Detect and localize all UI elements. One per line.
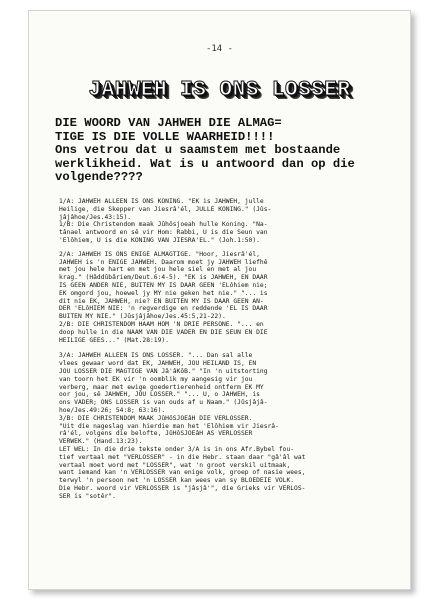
- text-line: vlees gewaar word dat EK, JAHWEH, JOU HEILAND IS, EN: [59, 360, 257, 368]
- text-line: SER is "sotêr".: [59, 492, 116, 500]
- text-line: IS GEEN ANDER NIE, BUITEN MY IS DAAR GEEN 'ELôhiem nie;: [59, 281, 268, 289]
- text-line: "Uit die nageslag van hierdie man het 'Elôhiem vir Jiesrâ-: [59, 422, 279, 430]
- text-line: Heilige, die Skepper van Jiesrâ'él, JULLE KONING." (Jûs-: [59, 205, 272, 213]
- text-line: doop hulle in die NAAM VAN DIE VADER EN DIE SEUN EN DIE: [59, 328, 268, 336]
- text-line: terwyl 'n persoon net 'n LOSSER kan wees van sy BLOEDEIE VOLK.: [59, 477, 295, 485]
- text-line: 1/B: Die Christendom maak Jûhôsjoeah hulle Koning. "Na-: [59, 221, 268, 229]
- text-line: râ'él, volgens die belofte, JûHôSJOEâH AS VERLOSSER: [59, 430, 253, 438]
- text-line: VERWEK." (Hand.13:23).: [59, 438, 143, 446]
- text-line: 3/A: JAHWEH ALLEEN IS ONS LOSSER. "... Dan sal alle: [59, 352, 253, 360]
- text-line: jâjâhoe/Jes.43:15).: [59, 213, 132, 221]
- page-title: JAHWEH IS ONS LOSSER: [88, 79, 351, 102]
- text-line: LET WEL: In die drie tekste onder 3/A is in ons Afr.Bybel fou-: [59, 445, 295, 453]
- text-line: dit nie EK, JAHWEH, nie? EN BUITEN MY IS DAAR GEEN AN-: [59, 297, 264, 305]
- text-line: tief vertaal met "VERLOSSER" - in die Hebr. staan daar "gâ'âl wat: [59, 453, 306, 461]
- text-line: oor jou, sê JAHWEH, JOU LOSSER." "... U, o JAHWEH, is: [59, 391, 260, 399]
- text-line: want iemand kan 'n VERLOSSER van enige volk, groep of nasie wees,: [59, 469, 306, 477]
- text-line: 2/B: DIE CHRISTENDOM HAAM HOM 'N DRIE PERSONE. "... en: [59, 320, 264, 328]
- text-line: Die Hebr. woord vir VERLOSSER is "jâsjâ'", die Grieks vir VERLOS-: [59, 484, 306, 492]
- page-number: -14 -: [205, 44, 234, 54]
- document-page: [28, 10, 411, 590]
- text-line: vertaal moet word met "LOSSER", wat 'n groot verskil uitmaak,: [59, 461, 291, 469]
- section-1: [59, 198, 395, 245]
- heading-line: volgende????: [55, 170, 143, 184]
- text-line: JAHWEH is 'n ENIGE JAHWEH. Daarom moet jy JAHWEH liefhê: [59, 258, 268, 266]
- text-line: BUITEN MY NIE." (Jûsjâjâhoe/Jes.45:5,21-22).: [59, 313, 226, 321]
- text-line: ons VADER; ONS LOSSER is van ouds af u Naam." (Jûsjâjâ-: [59, 399, 268, 407]
- text-line: 1/A: JAHWEH ALLEEN IS ONS KONING. "EK is JAHWEH, julle: [59, 198, 264, 205]
- heading-line: DIE WOORD VAN JAHWEH DIE ALMAG=: [55, 116, 282, 130]
- text-line: verberg, maar met ewige goedertierenheid ontferm EK MY: [59, 383, 264, 391]
- section-3: [59, 352, 395, 500]
- intro-heading: [55, 117, 395, 185]
- text-line: 2/A: JAHWEH IS ONS ENIGE ALMAGTIGE. "Hoor, Jiesrâ'él,: [59, 250, 260, 258]
- heading-line: werklikheid. Wat is u antwoord dan op die: [55, 156, 355, 171]
- text-line: DER 'ELôHIEM NIE: 'n regverdige en reddende 'ÉL IS DAAR: [59, 305, 268, 313]
- text-line: 'Elôhiem, U is die KONING VAN JIESRÂ'ÉL." (Joh.1:50).: [59, 236, 260, 244]
- text-line: tânael antwoord en sê vir Hom: Rabbi, U is die Seun van: [59, 229, 268, 237]
- text-line: HEILIGE GEES..." (Mat.28:19).: [59, 336, 169, 344]
- body-text: [59, 198, 395, 500]
- heading-line: Ons vetrou dat u saamstem met bostaande: [55, 143, 341, 157]
- text-line: krag." (Hâddûbâriem/Deut.6:4-5). "EK is JAHWEH, EN DAAR: [59, 274, 268, 282]
- text-line: 3/B: DIE CHRISTENDOM MAAK JûHôSJOEâH DIE VERLOSSER.: [59, 414, 253, 422]
- text-line: van toorn het EK vir 'n oomblik my aangesig vir jou: [59, 375, 253, 383]
- text-line: met jou hele hart en met jou hele siel en met al jou: [59, 266, 257, 274]
- heading-line: TIGE IS DIE VOLLE WAARHEID!!!!: [55, 129, 275, 144]
- text-line: hoe/Jes.49:26; 54:8; 63:16).: [59, 406, 166, 414]
- text-line: JOU LOSSER DIE MAGTIGE VAN Jâ'âKôB." "In 'n uitstorting: [59, 367, 268, 375]
- section-2: [59, 251, 395, 345]
- text-line: EK omgord jou, hoewel jy MY nie geken het nie." "... is: [59, 289, 268, 297]
